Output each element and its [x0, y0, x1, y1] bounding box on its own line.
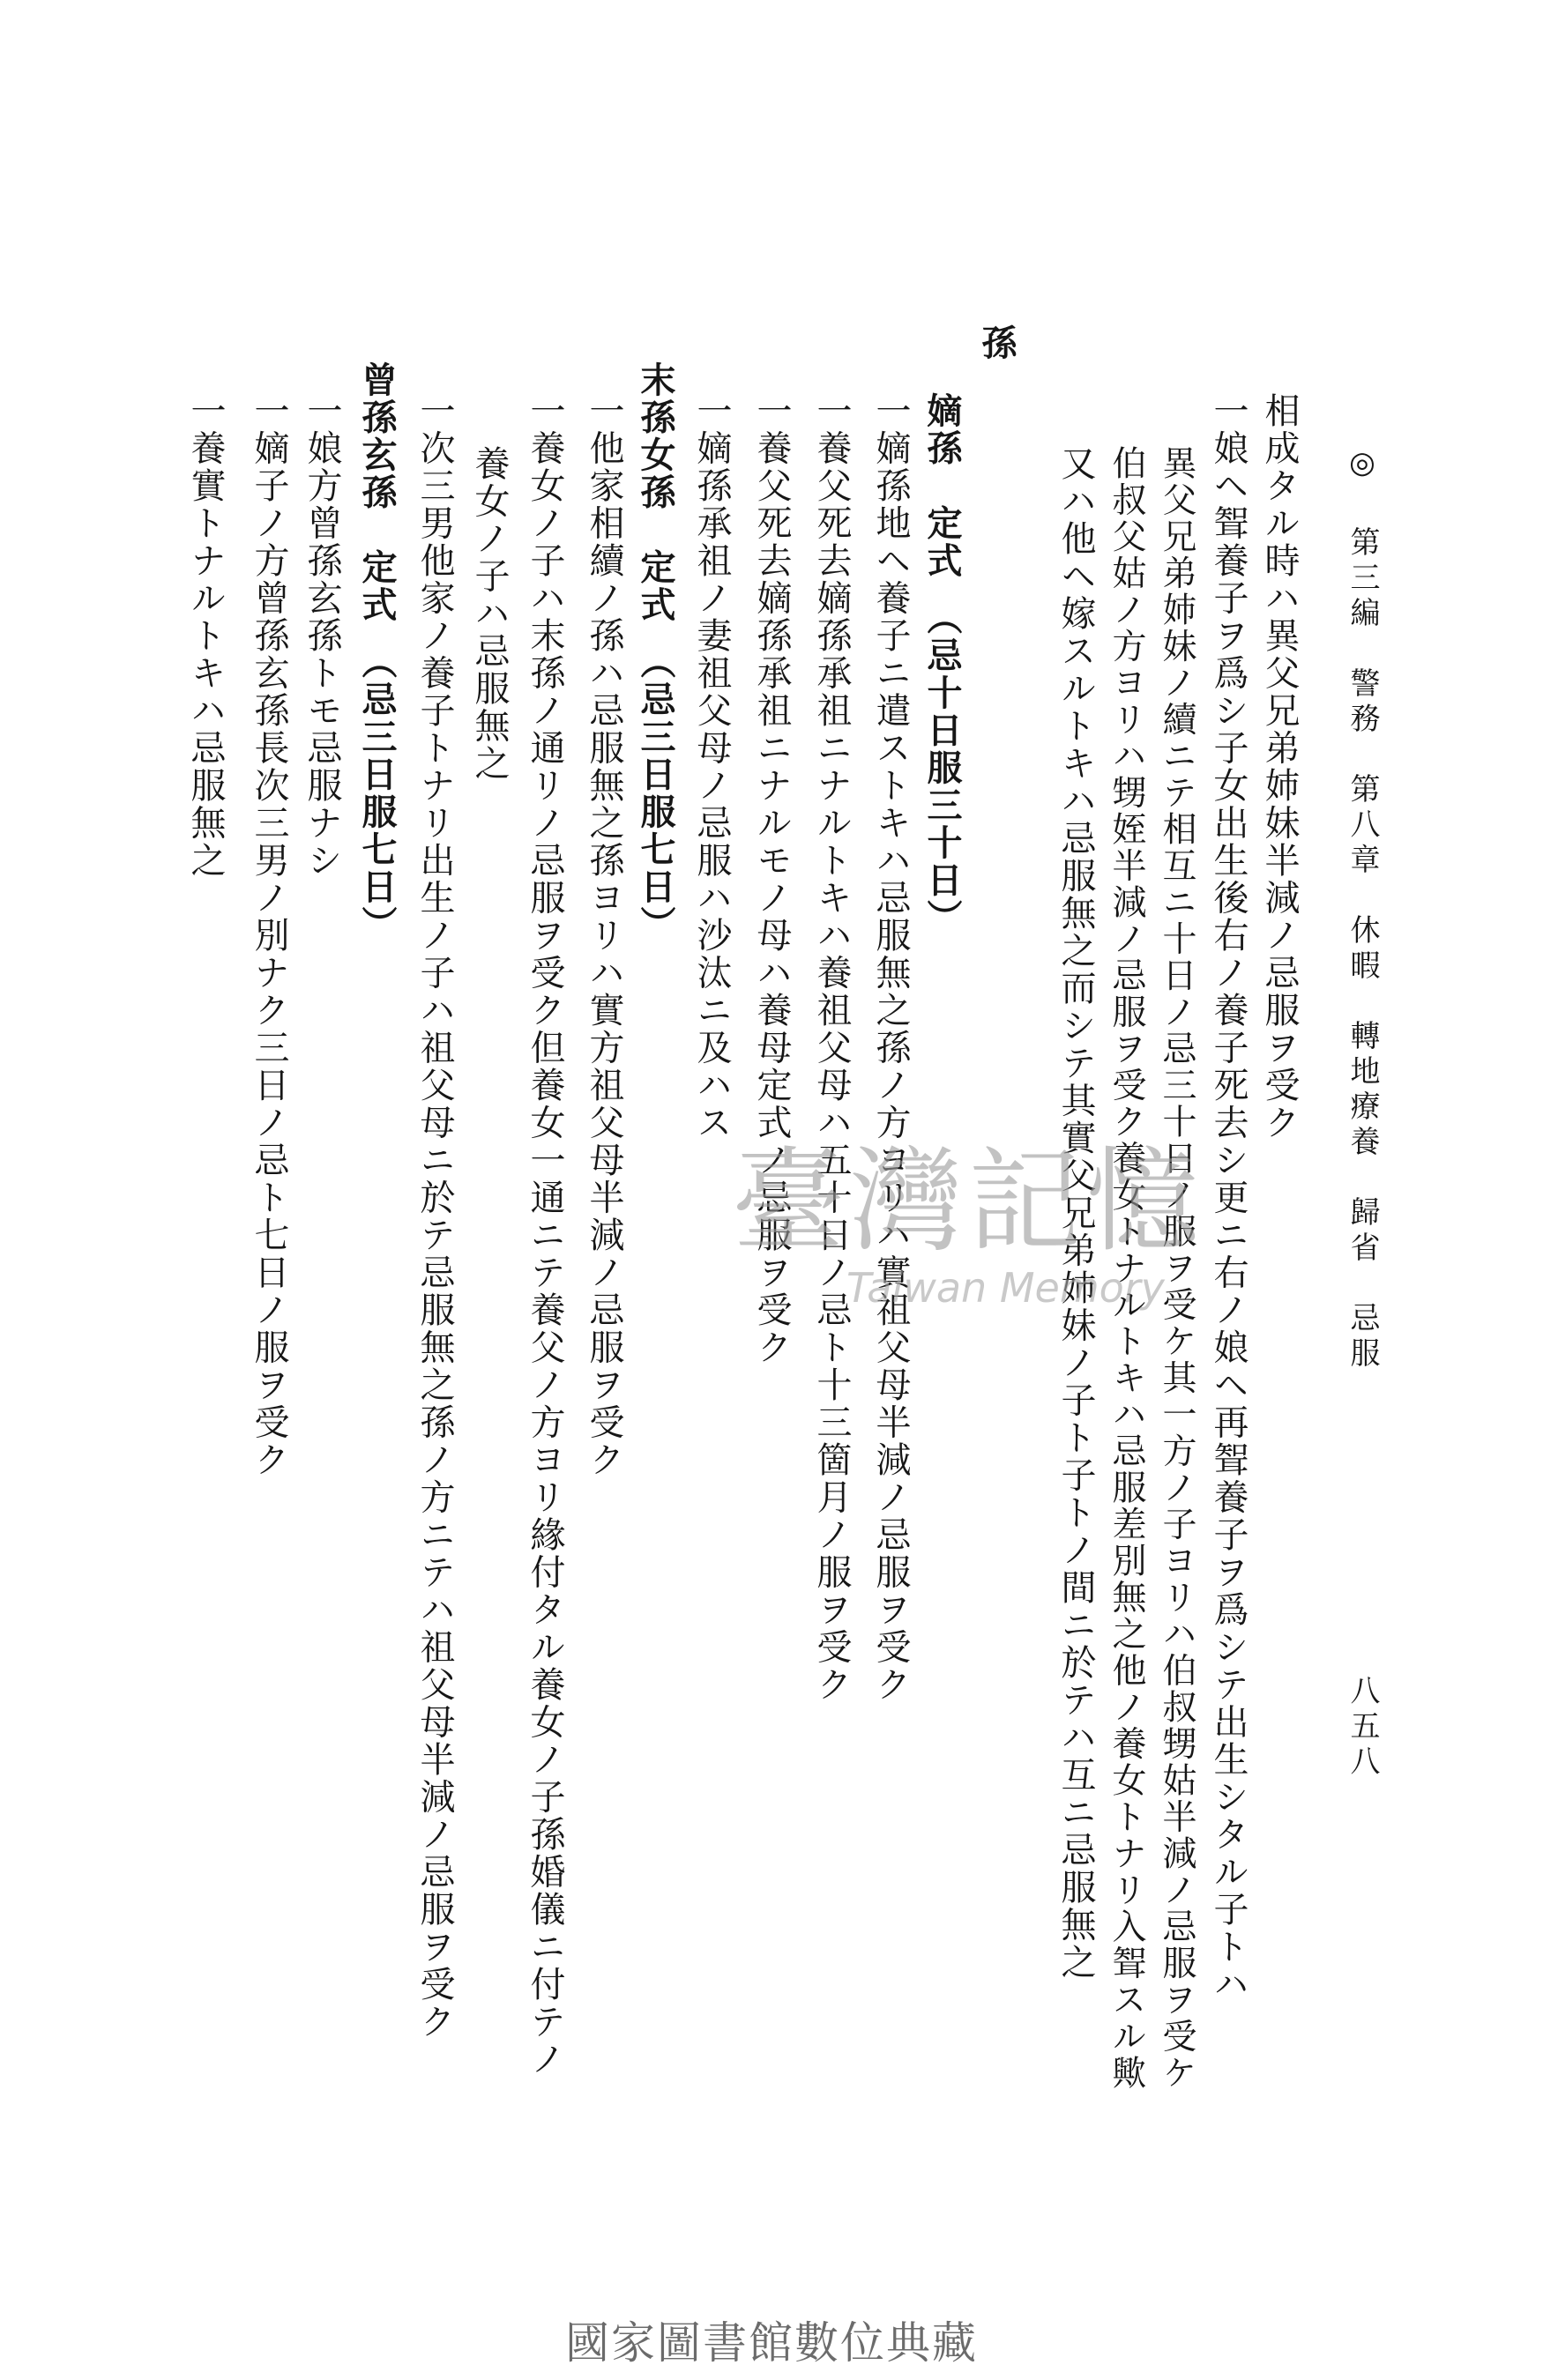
- subheading-great-grandchild: 曾孫玄孫 定式 （忌三日服七日）: [356, 361, 398, 943]
- page-number: 八五八: [1345, 1675, 1380, 1781]
- subheading-younger-grandchild: 末孫女孫 定式 （忌三日服七日）: [635, 361, 676, 943]
- text-column-1: 相成タル時ハ異父兄弟姉妹半減ノ忌服ヲ受ク: [1259, 392, 1300, 1142]
- text-column-2: 一娘ヘ聟養子ヲ爲シ子女出生後右ノ養子死去シ更ニ右ノ娘ヘ再聟養子ヲ爲シテ出生シタル子トハ: [1208, 392, 1249, 2004]
- text-column-5: 又ハ他ヘ嫁スルトキハ忌服無之而シテ其實父兄弟姉妹ノ子ト子トノ間ニ於テハ互ニ忌服無之: [1055, 445, 1096, 1982]
- text-column-13: 一他家相續ノ孫ハ忌服無之孫ヨリハ實方祖父母半減ノ忌服ヲ受ク: [584, 392, 624, 1479]
- text-column-3: 異父兄弟姉妹ノ續ニテ相互ニ十日ノ忌三十日ノ服ヲ受ケ其一方ノ子ヨリハ伯叔甥姑半減ノ忌服ヲ受ケ: [1157, 445, 1196, 2092]
- watermark-english: Taiwan Memory: [846, 1264, 1165, 1312]
- text-column-8: 一嫡孫地ヘ養子ニ遣ストキハ忌服無之孫ノ方ヨリハ實祖父母半減ノ忌服ヲ受ク: [870, 392, 911, 1704]
- watermark-chinese: 臺灣記憶: [732, 1136, 1205, 1268]
- text-column-20: 一養實トナルトキハ忌服無之: [185, 392, 226, 880]
- text-column-11: 一嫡孫承祖ノ妻祖父母ノ忌服ハ沙汰ニ及ハス: [691, 392, 732, 1142]
- text-column-9: 一養父死去嫡孫承祖ニナルトキハ養祖父母ハ五十日ノ忌ト十三箇月ノ服ヲ受ク: [811, 392, 852, 1704]
- footer-credit: 國家圖書館數位典藏: [565, 2317, 978, 2369]
- running-title: ◎ 第三編 警務 第八章 休暇 轉地療養 歸省 忌服: [1345, 445, 1380, 1372]
- text-column-18: 一娘方曾孫玄孫トモ忌服ナシ: [302, 392, 342, 880]
- text-column-10: 一養父死去嫡孫承祖ニナルモノ母ハ養母定式ノ忌服ヲ受ク: [751, 392, 792, 1366]
- subheading-eldest-grandson: 嫡孫 定式 （忌十日服三十日）: [921, 392, 963, 937]
- text-column-19: 一嫡子ノ方曾孫玄孫長次三男ノ別ナク三日ノ忌ト七日ノ服ヲ受ク: [249, 392, 289, 1479]
- text-column-4: 伯叔父姑ノ方ヨリハ甥姪半減ノ忌服ヲ受ク養女トナルトキハ忌服差別無之他ノ養女トナリ入聟スル歟: [1107, 445, 1146, 2092]
- text-column-16: 一次三男他家ノ養子トナリ出生ノ子ハ祖父母ニ於テ忌服無之孫ノ方ニテハ祖父母半減ノ忌服ヲ受ク: [414, 392, 455, 2041]
- section-heading-grandchild: 孫: [976, 324, 1017, 362]
- text-column-14: 一養女ノ子ハ末孫ノ通リノ忌服ヲ受ク但養女一通ニテ養父ノ方ヨリ緣付タル養女ノ子孫婚儀ニ付テノ: [525, 392, 565, 2079]
- text-column-15: 養女ノ子ハ忌服無之: [469, 445, 510, 783]
